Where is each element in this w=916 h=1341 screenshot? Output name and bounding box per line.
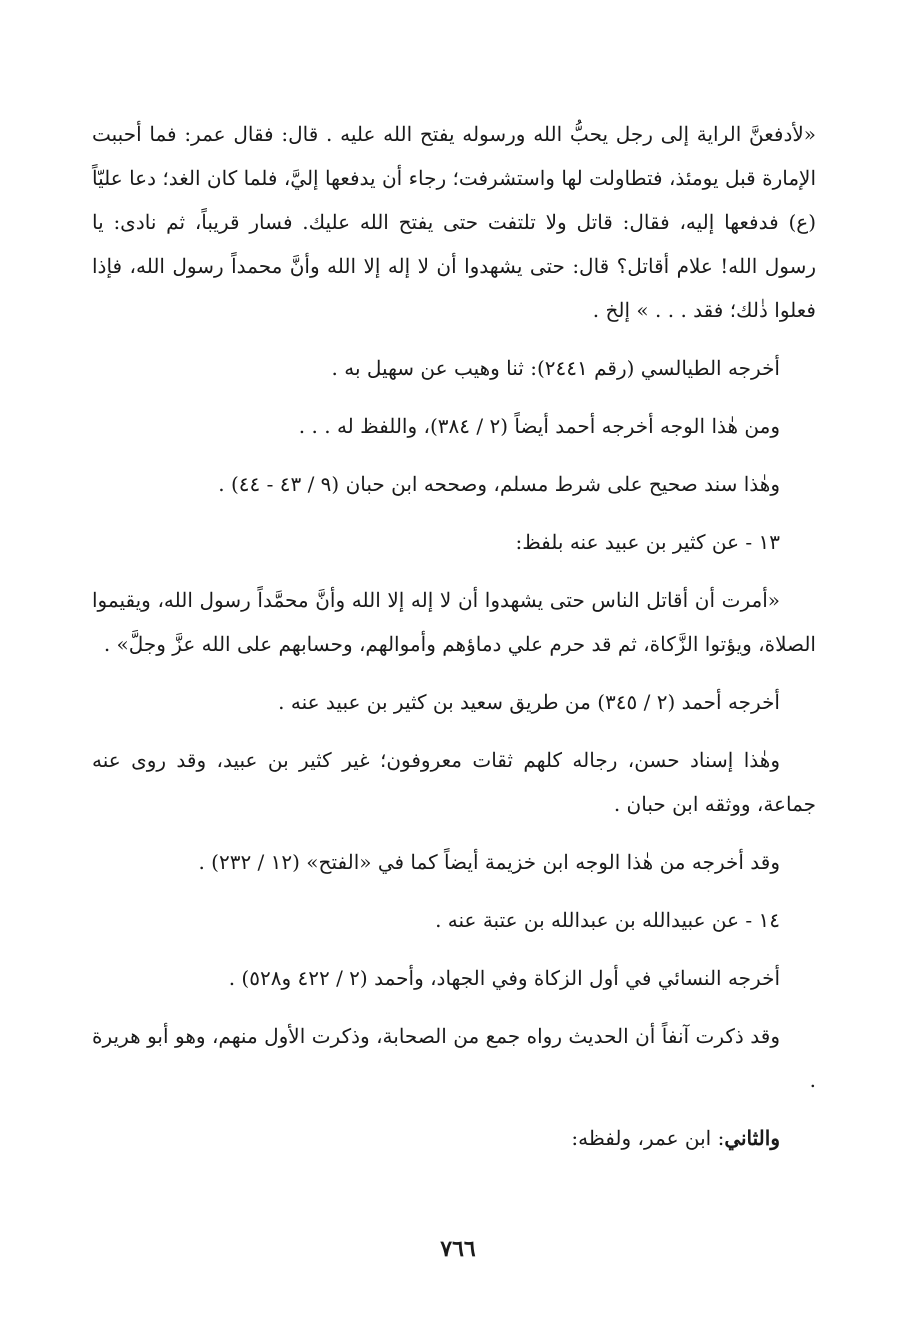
second-label: والثاني bbox=[724, 1126, 780, 1150]
second-text: : ابن عمر، ولفظه: bbox=[571, 1126, 725, 1150]
second-companion-line bbox=[92, 1116, 816, 1160]
hadith-text-quote-1: «لأدفعنَّ الراية إلى رجل يحبُّ الله ورسوله يفتح الله عليه . قال: فقال عمر: فما أحببت الإمارة قبل يومئذ، فتطاولت لها واستشرفت؛ رجاء أن يدفعها إليَّ، فلما كان الغد؛ دعا عليّاً (ع) فدفعها إليه، فقال: قاتل ولا تلتفت حتى يفتح الله عليك. فسار قريباً، ثم نادى: يا رسول الله! علام أقاتل؟ قال: حتى يشهدوا أن لا إله إلا الله وأنَّ محمداً رسول الله، فإذا فعلوا ذٰلك؛ فقد . . . » إلخ . bbox=[92, 122, 816, 322]
takhrij-ibn-khuzaymah: وقد أخرجه من هٰذا الوجه ابن خزيمة أيضاً كما في «الفتح» (١٢ / ٢٣٢) . bbox=[198, 850, 780, 874]
item-13-heading: ١٣ - عن كثير بن عبيد عنه بلفظ: bbox=[515, 530, 780, 554]
takhrij-tayalisi: أخرجه الطيالسي (رقم ٢٤٤١): ثنا وهيب عن سهيل به . bbox=[331, 356, 780, 380]
takhrij-ahmad-2: أخرجه أحمد (٢ / ٣٤٥) من طريق سعيد بن كثير بن عبيد عنه . bbox=[278, 690, 780, 714]
item-14-heading: ١٤ - عن عبيدالله بن عبدالله بن عتبة عنه . bbox=[435, 908, 780, 932]
page-number: ٧٦٦ bbox=[440, 1236, 476, 1262]
hadith-text-quote-2: «أمرت أن أقاتل الناس حتى يشهدوا أن لا إله إلا الله وأنَّ محمَّداً رسول الله، ويقيموا الصلاة، ويؤتوا الزَّكاة، ثم قد حرم علي دماؤهم وأموالهم، وحسابهم على الله عزَّ وجلَّ» . bbox=[92, 588, 816, 656]
takhrij-nasai: أخرجه النسائي في أول الزكاة وفي الجهاد، وأحمد (٢ / ٤٢٢ و٥٢٨) . bbox=[228, 966, 780, 990]
note-companions: وقد ذكرت آنفاً أن الحديث رواه جمع من الصحابة، وذكرت الأول منهم، وهو أبو هريرة . bbox=[92, 1024, 816, 1092]
isnad-grading-2: وهٰذا إسناد حسن، رجاله كلهم ثقات معروفون؛ غير كثير بن عبيد، وقد روى عنه جماعة، ووثقه ابن حبان . bbox=[92, 748, 816, 816]
page-body bbox=[92, 112, 816, 1160]
takhrij-ahmad-1: ومن هٰذا الوجه أخرجه أحمد أيضاً (٢ / ٣٨٤)، واللفظ له . . . bbox=[298, 414, 780, 438]
isnad-grading-1: وهٰذا سند صحيح على شرط مسلم، وصححه ابن حبان (٩ / ٤٣ - ٤٤) . bbox=[218, 472, 780, 496]
